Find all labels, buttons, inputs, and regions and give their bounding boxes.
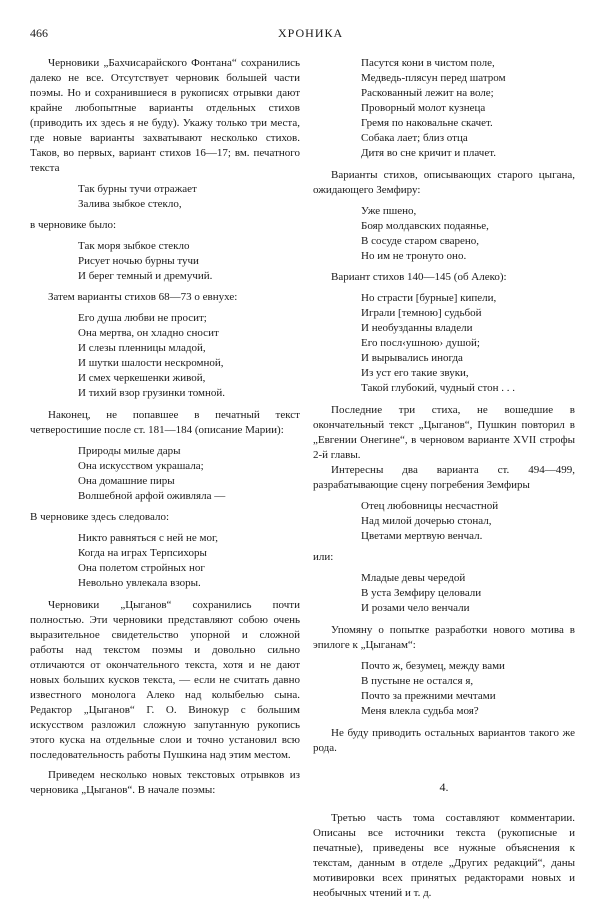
verse-line: И шутки шалости нескромной, xyxy=(78,357,224,369)
verse-line: Когда на играх Терпсихоры xyxy=(78,547,207,559)
verse-label: В черновике здесь следовало: xyxy=(30,511,169,523)
verse-line: В уста Земфиру целовали xyxy=(361,587,482,599)
verse-line: И тихий взор грузинки томной. xyxy=(78,387,226,399)
verse-line: Раскованный лежит на воле; xyxy=(361,87,494,99)
running-head: ХРОНИКА xyxy=(278,26,344,40)
verse-line: Почто ж, безумец, между вами xyxy=(361,660,505,672)
paragraph: Третью часть тома составляют комментарии. Описаны все источники текста (рукописные и печатные), приведены все нужные объяснения к текстам, данным в отделе „Других редакций“, даны мотивировки всех принятых редакторами новых и необычных чтений и т. д. xyxy=(313,812,575,899)
verse-line: Гремя по наковальне скачет. xyxy=(361,117,493,129)
verse-line: Цветами мертвую венчал. xyxy=(361,530,483,542)
paragraph: Интересны два варианта ст. 494—499, разрабатывающие сцену погребения Земфиры xyxy=(313,464,575,491)
verse-block xyxy=(361,291,575,396)
verse-line: Залива зыбкое стекло, xyxy=(78,198,182,210)
paragraph: Черновики „Бахчисарайского Фонтана“ сохранились далеко не все. Отсутствует черновик большей части поэмы. Но и сохранившиеся в рукописях отрывки дают крайне любопытные варианты отдельных стихов (приводить их здесь я не буду). Укажу только три места, где новые варианты захватывают несколько стихов. Таков, во первых, вариант стихов 16—17; вм. печатного текста xyxy=(30,57,300,174)
verse-block xyxy=(78,239,300,284)
verse-block xyxy=(78,444,300,504)
verse-block xyxy=(78,531,300,591)
section-number: 4. xyxy=(439,780,449,794)
verse-block xyxy=(78,311,300,401)
verse-line: Из уст его такие звуки, xyxy=(361,367,469,379)
verse-block xyxy=(361,659,575,719)
paragraph: Приведем несколько новых текстовых отрывков из черновика „Цыганов“. В начале поэмы: xyxy=(30,769,300,796)
verse-line: Младые девы чередой xyxy=(361,572,466,584)
verse-line: И берег темный и дремучий. xyxy=(78,270,213,282)
verse-line: И розами чело венчали xyxy=(361,602,470,614)
verse-line: Она мертва, он хладно сносит xyxy=(78,327,219,339)
verse-line: Его душа любви не просит; xyxy=(78,312,207,324)
verse-line: Невольно увлекала взоры. xyxy=(78,577,201,589)
verse-line: Волшебной арфой оживляла — xyxy=(78,490,226,502)
paragraph: Последние три стиха, не вошедшие в окончательный текст „Цыганов“, Пушкин повторил в „Евгении Онегине“, в черновом варианте XVII строфы 2-й главы. xyxy=(313,404,575,461)
verse-line: Рисует ночью бурны тучи xyxy=(78,255,199,267)
verse-line: В пустыне не остался я, xyxy=(361,675,474,687)
verse-label: или: xyxy=(313,551,334,563)
verse-line: Его посл‹ушною› душой; xyxy=(361,337,480,349)
verse-line: И необузданны владели xyxy=(361,322,473,334)
verse-line: И слезы пленницы младой, xyxy=(78,342,206,354)
verse-line: Собака лает; близ отца xyxy=(361,132,468,144)
verse-line: И вырывались иногда xyxy=(361,352,463,364)
verse-line: Так моря зыбкое стекло xyxy=(78,240,190,252)
verse-label: в черновике было: xyxy=(30,219,117,231)
verse-line: Отец любовницы несчастной xyxy=(361,500,499,512)
verse-line: Дитя во сне кричит и плачет. xyxy=(361,147,496,159)
verse-line: Проворный молот кузнеца xyxy=(361,102,486,114)
verse-line: Пасутся кони в чистом поле, xyxy=(361,57,495,69)
verse-line: Почто за прежними мечтами xyxy=(361,690,496,702)
verse-line: Меня влекла судьба моя? xyxy=(361,705,479,717)
verse-block xyxy=(361,204,575,264)
paragraph: Не буду приводить остальных вариантов такого же рода. xyxy=(313,727,575,754)
verse-line: Такой глубокий, чудный стон . . . xyxy=(361,382,516,394)
verse-line: Над милой дочерью стонал, xyxy=(361,515,492,527)
verse-line: Но им не тронуто оно. xyxy=(361,250,467,262)
verse-line: Уже пшено, xyxy=(361,205,417,217)
verse-line: Природы милые дары xyxy=(78,445,181,457)
verse-line: В сосуде старом сварено, xyxy=(361,235,480,247)
right-column xyxy=(313,56,575,901)
left-column xyxy=(30,56,300,798)
verse-line: Она искусством украшала; xyxy=(78,460,204,472)
paragraph: Наконец, не попавшее в печатный текст четверостишие после ст. 181—184 (описание Марии): xyxy=(30,409,300,436)
verse-line: Так бурны тучи отражает xyxy=(78,183,197,195)
verse-line: Но страсти [бурные] кипели, xyxy=(361,292,497,304)
verse-line: И смех черкешенки живой, xyxy=(78,372,206,384)
verse-block xyxy=(361,571,575,616)
verse-line: Медведь-плясун перед шатром xyxy=(361,72,506,84)
verse-line: Она полетом стройных ног xyxy=(78,562,205,574)
verse-line: Она домашние пиры xyxy=(78,475,175,487)
verse-label: Вариант стихов 140—145 (об Алеко): xyxy=(331,271,507,283)
verse-block xyxy=(78,182,300,212)
verse-line: Играли [темною] судьбой xyxy=(361,307,482,319)
verse-line: Никто равняться с ней не мог, xyxy=(78,532,219,544)
page-number: 466 xyxy=(30,26,48,40)
verse-block xyxy=(361,499,575,544)
paragraph: Упомяну о попытке разработки нового мотива в эпилоге к „Цыганам“: xyxy=(313,624,575,651)
verse-label: Затем варианты стихов 68—73 о евнухе: xyxy=(48,291,238,303)
verse-block xyxy=(361,56,575,161)
paragraph: Варианты стихов, описывающих старого цыгана, ожидающего Земфиру: xyxy=(313,169,575,196)
verse-line: Бояр молдавских подаянье, xyxy=(361,220,489,232)
paragraph: Черновики „Цыганов“ сохранились почти полностью. Эти черновики представляют собою очень выразительное свидетельство упорной и сложной работы над текстом поэмы и довольно сильно отличаются от окончательного текста, хотя и не дают новых больших кусков текста, — если не считать давно известного монолога Алеко над колыбелью сына. Редактор „Цыганов“ Г. О. Винокур с большим искусством разложил сложную запутанную рукопись этого куска на отдельные слои и точно установил всю последовательность работы Пушкина над этим местом. xyxy=(30,599,300,761)
